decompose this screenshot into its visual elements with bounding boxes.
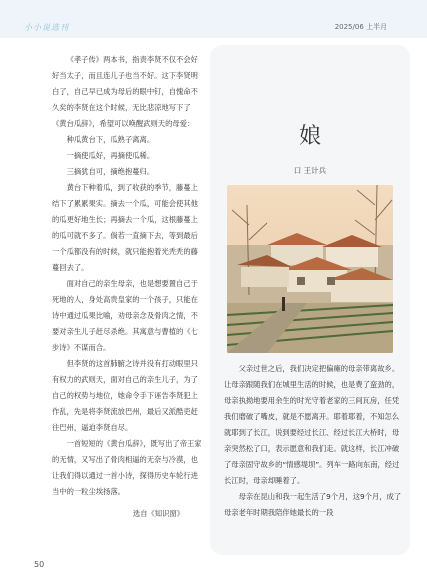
article-title: 娘	[298, 124, 321, 149]
issue-label: 2025/06 上半月	[334, 23, 387, 31]
poem-line: 三摘犹自可，摘绝抱蔓归。	[66, 167, 155, 176]
poem-line: 种瓜黄台下，瓜熟子离离。	[66, 135, 155, 144]
source-credit: 选自《知识窗》	[132, 509, 184, 518]
village-illustration	[227, 185, 393, 353]
poem-line: 一摘使瓜好，再摘使瓜稀。	[66, 151, 155, 160]
paragraph: 黄台下种着瓜，到了收获的季节，藤蔓上结下了累累果实。摘去一个瓜，可能会使其他的瓜更好地生长；再摘去一个瓜，这根藤蔓上的瓜可就不多了。倘若一直摘下去，等到最后一个瓜都没有的时候，就只能抱着光秃秃的藤蔓回去了。	[52, 183, 198, 272]
paragraph: 《孝子传》两本书，指责李贤不仅不会好好当太子，而且连儿子也当不好。这下李贤明白了，自己早已成为母后的眼中钉，自愧命不久矣的李贤在这个时候，无比悲凉地写下了《黄台瓜辞》，希望可以唤醒武则天的母爱：	[52, 55, 198, 128]
paragraph: 父亲过世之后，我们决定把偏瘫的母亲带离故乡。让母亲跟随我们在城里生活的时候，也是费了蛮劲的，母亲执拗地要用余生的时光守着老家的三间瓦房，任凭我们磨破了嘴皮，就是不愿离开。耶着耶着，不知怎么就耶到了长江，说到要经过长江、经过长江大桥时，母亲突然松了口，表示愿意和我们走。就这样，长江冲破了母亲固守故乡的“情感堤坝”。列车一路向东南，经过长江时，母亲却睡着了。	[224, 364, 400, 485]
paragraph: 母亲在昆山和我一起生活了9个月，这9个月，成了母亲老年时期我陪伴她最长的一段	[224, 492, 402, 517]
page-number: 50	[34, 560, 45, 569]
village-illustration-svg	[227, 185, 393, 353]
article-continuation	[52, 52, 204, 522]
featured-article-card	[210, 45, 410, 555]
paragraph: 面对自己的亲生母亲，也是想要置自己于死地的人，身处高贵皇家的一个孩子，只能在诗中通过瓜果比喻，劝母亲念及骨肉之情，不要对亲生儿子赶尽杀绝。其寓意与曹植的《七步诗》不谋而合。	[52, 279, 198, 352]
magazine-logo: 小小说选刊	[24, 23, 69, 32]
article-author: 口 王计兵	[293, 166, 327, 175]
paragraph: 一首短短的《黄台瓜辞》，既写出了帝王家的无情，又写出了骨肉相逼的无奈与冷漠，也让我们得以通过一首小诗，探得历史车轮行进当中的一粒尘埃扬落。	[52, 439, 202, 496]
paragraph: 但李贤的这首肺腑之诗并没有打动眼里只有权力的武则天，面对自己的亲生儿子，为了自己的权势与地位，她命令手下诬告李贤犯上作乱，先是将李贤流放巴州，最后又派酷吏赶往巴州，逼迫李贤自尽。	[52, 359, 198, 432]
page-header	[0, 0, 427, 38]
article-body	[224, 361, 402, 521]
